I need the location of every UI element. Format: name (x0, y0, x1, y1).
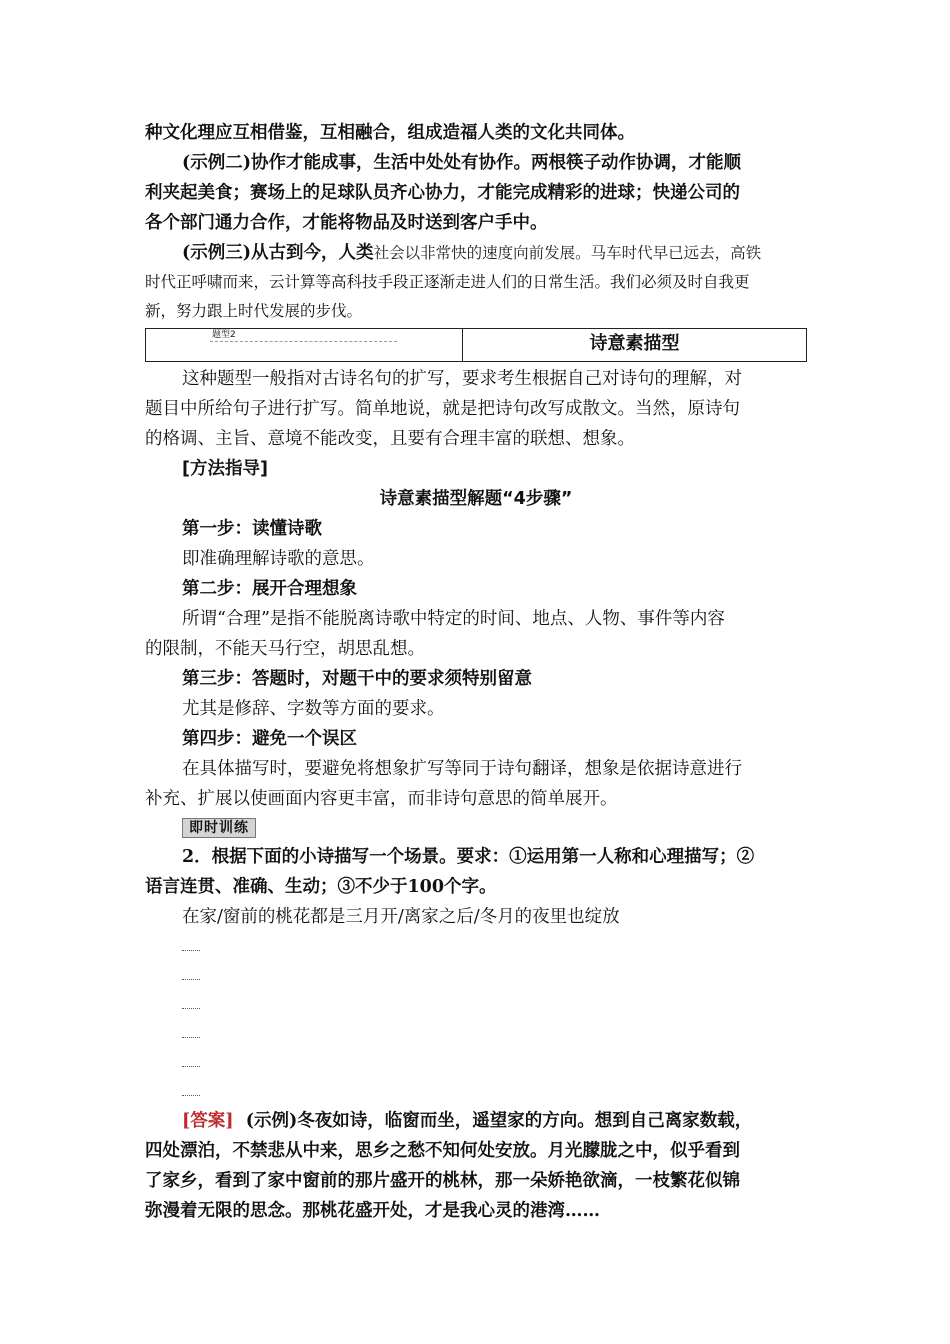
answer-text: (示例)冬夜如诗，临窗而坐，遥望家的方向。想到自己离家数载， (245, 1111, 753, 1131)
answer-blank-line (182, 990, 807, 1019)
example-three-line: 新，努力跟上时代发展的步伐。 (145, 302, 363, 320)
answer-tag: [答案] (182, 1111, 234, 1131)
question-type-label: 题型2 (210, 329, 397, 342)
step-text: 在具体描写时，要避免将想象扩写等同于诗句翻译，想象是依据诗意进行 (182, 759, 742, 779)
method-heading: [方法指导] (182, 459, 268, 479)
answer-blank-line (182, 1077, 807, 1106)
paragraph-line: 种文化理应互相借鉴，互相融合，组成造福人类的文化共同体。 (145, 123, 635, 143)
answer-blank-line (182, 1019, 807, 1048)
method-subtitle: 诗意素描型解题“4步骤” (379, 489, 573, 509)
step-title: 第二步：展开合理想象 (182, 579, 357, 599)
step-text: 的限制，不能天马行空，胡思乱想。 (145, 639, 425, 659)
answer-line: 了家乡，看到了家中窗前的那片盛开的桃林，那一朵娇艳欲滴，一枝繁花似锦 (145, 1171, 740, 1191)
answer-line: 弥漫着无限的思念。那桃花盛开处，才是我心灵的港湾…… (145, 1201, 600, 1221)
document-page (145, 118, 807, 1226)
answer-line (145, 1106, 807, 1136)
answer-blank-line (182, 1048, 807, 1077)
step-text: 即准确理解诗歌的意思。 (182, 549, 375, 569)
practice-badge: 即时训练 (182, 818, 256, 838)
step-text: 尤其是修辞、字数等方面的要求。 (182, 699, 445, 719)
question-line: 2．根据下面的小诗描写一个场景。要求：①运用第一人称和心理描写；② (182, 847, 755, 867)
example-three-line (145, 238, 807, 268)
example-two-line: 各个部门通力合作，才能将物品及时送到客户手中。 (145, 213, 548, 233)
example-two-line: (示例二)协作才能成事，生活中处处有协作。两根筷子动作协调，才能顺 (182, 153, 742, 173)
step-title: 第一步：读懂诗歌 (182, 519, 322, 539)
practice-badge-row (145, 814, 807, 842)
question-type-table (145, 328, 807, 362)
question-type-title: 诗意素描型 (589, 333, 680, 354)
step-text: 所谓“合理”是指不能脱离诗歌中特定的时间、地点、人物、事件等内容 (182, 609, 725, 629)
question-line: 语言连贯、准确、生动；③不少于100个字。 (145, 877, 497, 897)
step-title: 第三步：答题时，对题干中的要求须特别留意 (182, 669, 532, 689)
step-title: 第四步：避免一个误区 (182, 729, 357, 749)
answer-blank-line (182, 961, 807, 990)
example-three-bold: (示例三)从古到今，人类 (182, 243, 374, 263)
poem-line: 在家/窗前的桃花都是三月开/离家之后/冬月的夜里也绽放 (182, 907, 620, 927)
example-three-line: 时代正呼啸而来，云计算等高科技手段正逐渐走进人们的日常生活。我们必须及时自我更 (145, 273, 750, 291)
intro-line: 题目中所给句子进行扩写。简单地说，就是把诗句改写成散文。当然，原诗句 (145, 399, 740, 419)
example-three-rest: 社会以非常快的速度向前发展。马车时代早已远去，高铁 (373, 244, 762, 262)
intro-line: 这种题型一般指对古诗名句的扩写，要求考生根据自己对诗句的理解，对 (182, 369, 742, 389)
step-text: 补充、扩展以使画面内容更丰富，而非诗句意思的简单展开。 (145, 789, 618, 809)
table-label-cell (146, 329, 463, 361)
answer-line: 四处漂泊，不禁悲从中来，思乡之愁不知何处安放。月光朦胧之中，似乎看到 (145, 1141, 740, 1161)
intro-line: 的格调、主旨、意境不能改变，且要有合理丰富的联想、想象。 (145, 429, 635, 449)
example-two-line: 利夹起美食；赛场上的足球队员齐心协力，才能完成精彩的进球；快递公司的 (145, 183, 740, 203)
answer-blank-line (182, 932, 807, 961)
